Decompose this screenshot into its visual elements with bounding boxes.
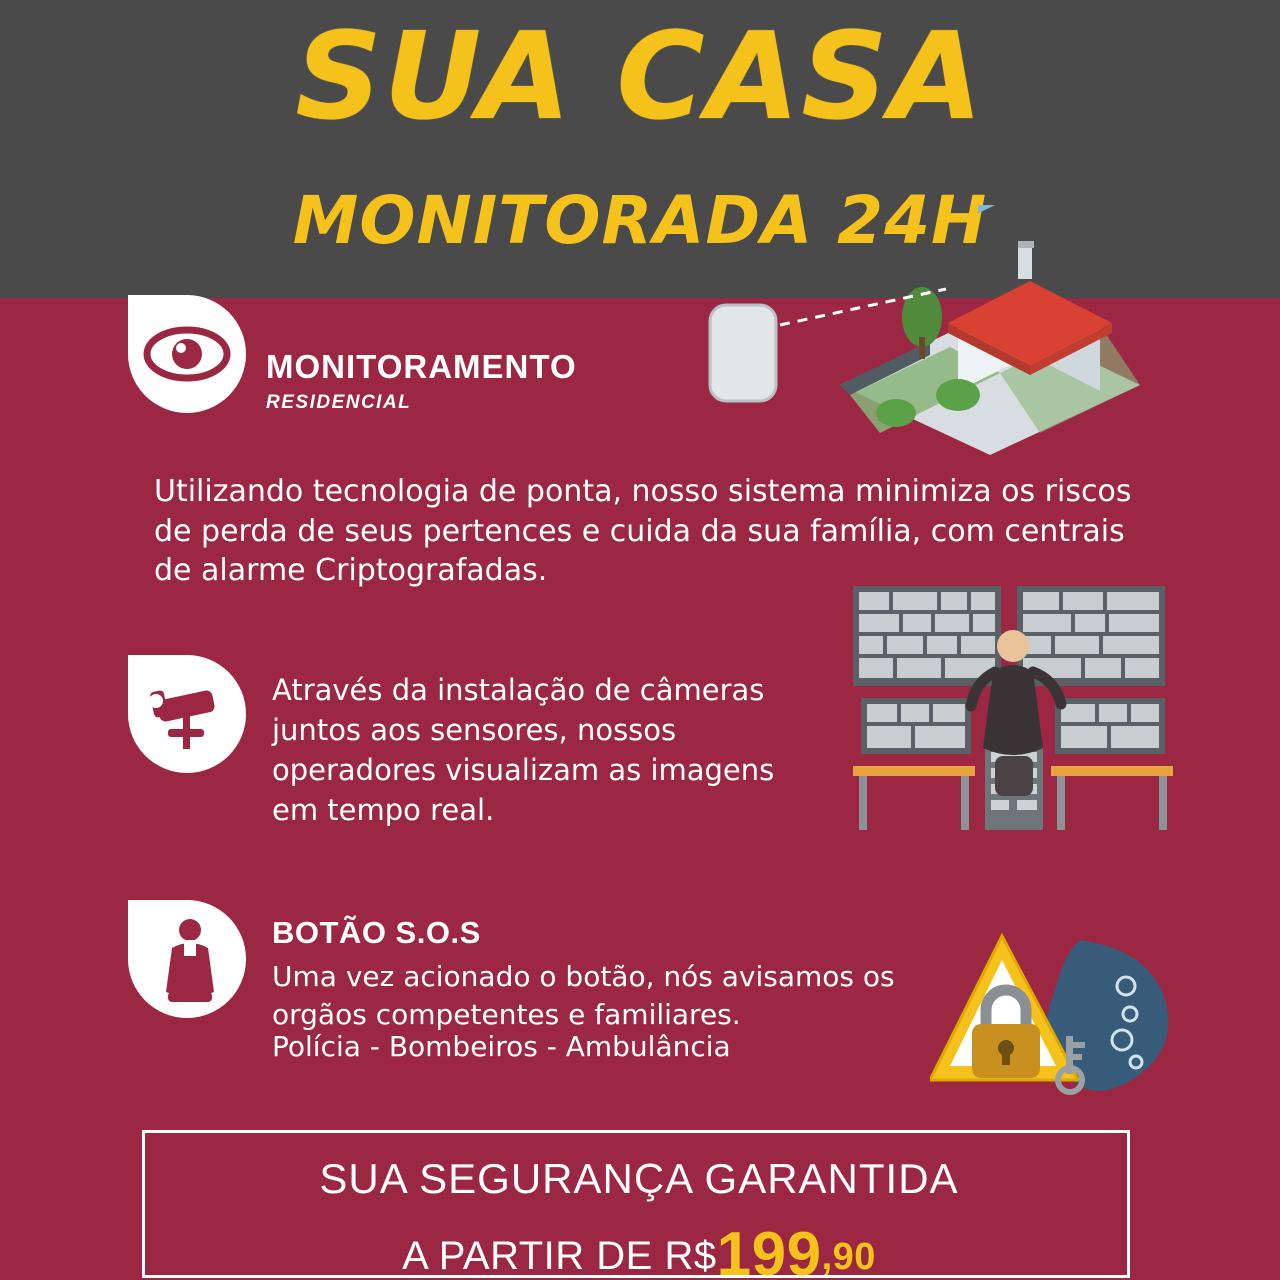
- section-1-title: MONITORAMENTO: [266, 348, 577, 385]
- page-subtitle: MONITORADA 24H: [292, 182, 988, 259]
- eye-icon: [128, 295, 246, 413]
- price-cents: ,90: [821, 1236, 876, 1278]
- price-prefix: A PARTIR DE R$: [402, 1234, 717, 1278]
- section-3-title: BOTÃO S.O.S: [272, 915, 481, 950]
- guarantee-text: SUA SEGURANÇA GARANTIDA: [319, 1155, 959, 1202]
- control-room-operator-illustration: [845, 580, 1185, 840]
- security-camera-icon: [128, 655, 246, 773]
- section-1-paragraph: Utilizando tecnologia de ponta, nosso sistema minimiza os riscos de perda de seus pertences e cuida da sua família, com centrais de alarme Criptografadas.: [154, 474, 1132, 589]
- section-3-paragraph: Uma vez acionado o botão, nós avisamos os orgãos competentes e familiares.: [272, 960, 895, 1031]
- price-main: 199: [716, 1220, 822, 1280]
- page-title: SUA CASA: [295, 8, 985, 147]
- sos-button-icon: [128, 900, 246, 1018]
- section-1-subtitle: RESIDENCIAL: [266, 392, 412, 413]
- padlock-warning-illustration: [930, 930, 1180, 1105]
- price-box: [142, 1130, 1130, 1278]
- house-with-sensor-illustration: [700, 205, 1150, 460]
- section-3-services: Polícia - Bombeiros - Ambulância: [272, 1030, 731, 1063]
- price-line: [145, 1219, 1133, 1280]
- section-2-paragraph: Através da instalação de câmeras juntos aos sensores, nossos operadores visualizam as imagens em tempo real.: [272, 673, 775, 828]
